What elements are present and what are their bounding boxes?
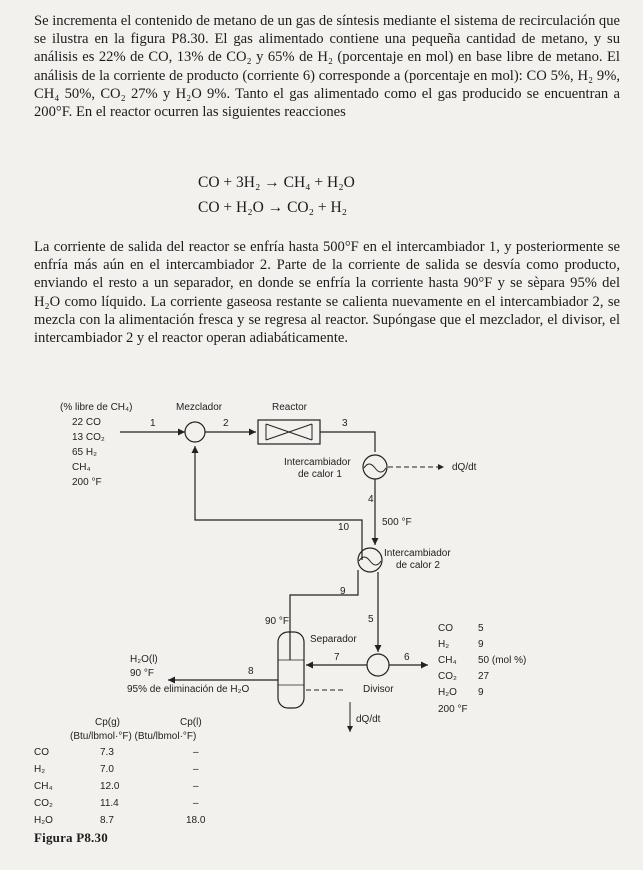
temp-90-label: 90 °F <box>265 616 290 627</box>
separator-vessel <box>278 632 304 708</box>
cp-header-gas: Cp(g) <box>95 717 121 728</box>
stream-10-label: 10 <box>338 522 350 533</box>
stream-4-label: 4 <box>368 494 374 505</box>
cp-row-co2-species: CO₂ <box>34 798 53 809</box>
feed-line-co: 22 CO <box>72 417 101 428</box>
cp-row-co2-gas: 11.4 <box>100 798 119 809</box>
reaction-equations <box>198 170 355 220</box>
cp-row-co-liq: – <box>193 747 199 758</box>
mixer-label: Mezclador <box>176 402 223 413</box>
feed-line-temp: 200 °F <box>72 477 102 488</box>
product-species-ch4: CH₄ <box>438 655 457 666</box>
stream-7-label: 7 <box>334 652 340 663</box>
cp-units: (Btu/lbmol·°F) (Btu/lbmol·°F) <box>70 731 197 742</box>
feed-line-co2: 13 CO₂ <box>72 432 105 443</box>
water-out-line-3: 95% de eliminación de H₂O <box>127 684 250 695</box>
feed-line-h2: 65 H₂ <box>72 447 98 458</box>
product-composition <box>438 623 526 715</box>
product-species-h2: H₂ <box>438 639 450 650</box>
heat-2-label: dQ/dt <box>356 714 381 725</box>
cp-row-ch4-gas: 12.0 <box>100 781 120 792</box>
cp-row-h2o-liq: 18.0 <box>186 815 206 826</box>
cp-table <box>34 717 206 826</box>
stream-9-label: 9 <box>340 586 346 597</box>
stream-6-label: 6 <box>404 652 410 663</box>
exchanger-1-label-2: de calor 1 <box>298 469 342 480</box>
figure-caption: Figura P8.30 <box>34 830 108 845</box>
reaction-2: CO + H₂O → CO₂ + H₂ <box>198 199 348 216</box>
divider-label: Divisor <box>363 684 394 695</box>
exchanger-1-label-1: Intercambiador <box>284 457 351 468</box>
feed-line-ch4: CH₄ <box>72 462 91 473</box>
cp-row-h2-liq: – <box>193 764 199 775</box>
product-value-h2: 9 <box>478 639 484 650</box>
stream-1-label: 1 <box>150 418 156 429</box>
stream-3-line <box>320 432 375 452</box>
feed-header: (% libre de CH₄) <box>60 402 133 413</box>
cp-row-co-species: CO <box>34 747 49 758</box>
problem-paragraph-2: La corriente de salida del reactor se enfría hasta 500°F en el intercambiador 1, y posteriormente se enfría más aún en el intercambiador 2. Parte de la corriente de salida se desvía como producto, enviando el resto a un separador, en donde se enfría la corriente hasta 90°F y se sèpara 95% del H₂O como líquido. La corriente gaseosa restante se calienta nuevamente en el intercambiador 2, se mezcla con la alimentación fresca y se regresa al reactor. Supóngase que el mezclador, el divisor, el intercambiador 2 y el reactor operan adiabáticamente. <box>34 239 620 347</box>
product-species-co: CO <box>438 623 453 634</box>
stream-3-label: 3 <box>342 418 348 429</box>
exchanger-1-coil-icon <box>364 464 386 472</box>
heat-1-label: dQ/dt <box>452 462 477 473</box>
product-value-ch4: 50 (mol %) <box>478 655 527 666</box>
exchanger-2-label-2: de calor 2 <box>396 560 440 571</box>
product-temp: 200 °F <box>438 704 468 715</box>
product-species-co2: CO₂ <box>438 671 457 682</box>
reaction-1: CO + 3H₂ → CH₄ + H₂O <box>198 174 355 191</box>
stream-5-label: 5 <box>368 614 374 625</box>
product-value-h2o: 9 <box>478 687 484 698</box>
separator-label: Separador <box>310 634 357 645</box>
water-out-line-2: 90 °F <box>130 668 155 679</box>
reactor-label: Reactor <box>272 402 308 413</box>
mixer-node <box>185 422 205 442</box>
temp-500-label: 500 °F <box>382 517 412 528</box>
cp-row-co-gas: 7.3 <box>100 747 114 758</box>
product-species-h2o: H₂O <box>438 687 457 698</box>
cp-row-h2o-gas: 8.7 <box>100 815 114 826</box>
stream-9-line <box>290 570 358 660</box>
exchanger-1 <box>363 455 387 479</box>
cp-row-ch4-species: CH₄ <box>34 781 53 792</box>
divider-node <box>367 654 389 676</box>
cp-row-co2-liq: – <box>193 798 199 809</box>
problem-paragraph-1: Se incrementa el contenido de metano de un gas de síntesis mediante el sistema de recirculación que se ilustra en la figura P8.30. El gas alimentado contiene una pequeña cantidad de metano, y su análisis es 22% de CO, 13% de CO₂ y 65% de H₂ (porcentaje en mol) en base libre de metano. El análisis de la corriente de producto (corriente 6) corresponde a (porcentaje en mol): CO 5%, H₂ 9%, CH₄ 50%, CO₂ 27% y H₂O 9%. Tanto el gas alimentado como el gas producido se encuentran a 200°F. En el reactor ocurren las siguientes reacciones <box>34 13 620 121</box>
exchanger-2-label-1: Intercambiador <box>384 548 451 559</box>
cp-row-h2o-species: H₂O <box>34 815 53 826</box>
cp-row-h2-gas: 7.0 <box>100 764 114 775</box>
cp-row-h2-species: H₂ <box>34 764 46 775</box>
process-flow-diagram <box>0 390 643 830</box>
stream-8-label: 8 <box>248 666 254 677</box>
cp-row-ch4-liq: – <box>193 781 199 792</box>
stream-2-label: 2 <box>223 418 229 429</box>
cp-header-liq: Cp(l) <box>180 717 202 728</box>
water-out-line-1: H₂O(l) <box>130 654 158 665</box>
product-value-co2: 27 <box>478 671 490 682</box>
product-value-co: 5 <box>478 623 484 634</box>
reactor-internals-icon <box>266 424 312 440</box>
